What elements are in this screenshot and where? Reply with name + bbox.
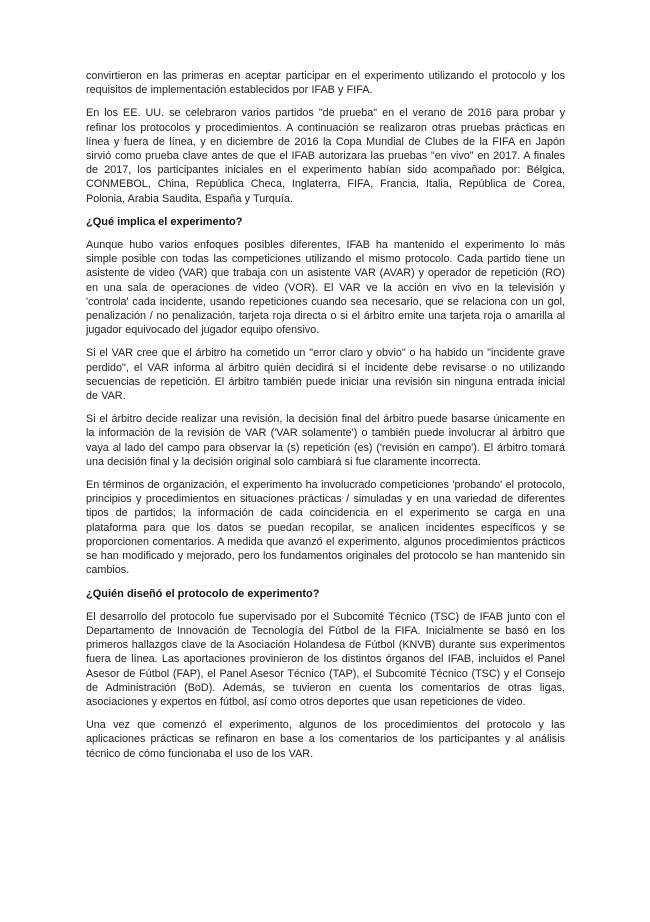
paragraph-continuation: convirtieron en las primeras en aceptar participar en el experimento utilizando el protocolo y los requisitos de implementación establecidos por IFAB y FIFA.	[86, 70, 565, 97]
section-heading-who-designed-protocol: ¿Quién diseñó el protocolo de experimento?	[86, 587, 320, 600]
paragraph-review-process: Si el árbitro decide realizar una revisión, la decisión final del árbitro puede basarse únicamente en la información de la revisión de VAR ('VAR solamente') o también puede involucrar al árbitro que vaya al lado del campo para observar la (s) repetición (es) ('revisión en campo'). El árbitro tomará una decisión final y la decisión original solo cambiará si fue claramente incorrecta.	[86, 413, 565, 468]
paragraph-test-matches-2016: En los EE. UU. se celebraron varios partidos "de prueba" en el verano de 2016 para probar y refinar los protocolos y procedimientos. A continuación se realizaron otras pruebas prácticas en línea y fuera de línea, y en diciembre de 2016 la Copa Mundial de Clubes de la FIFA en Japón sirvió como prueba clave antes de que el IFAB autorizara las pruebas "en vivo" en 2017. A finales de 2017, los participantes iniciales en el experimento habían sido acompañado por: Bélgica, CONMEBOL, China, República Checa, Inglaterra, FIFA, Francia, Italia, República de Corea, Polonia, Arabia Saudita, España y Turquía.	[86, 107, 565, 205]
paragraph-protocol-var-roles: Aunque hubo varios enfoques posibles diferentes, IFAB ha mantenido el experimento lo más simple posible con todas las competiciones utilizando el mismo protocolo. Cada partido tiene un asistente de video (VAR) que trabaja con un asistente VAR (AVAR) y operador de repetición (RO) en una sala de operaciones de video (VOR). El VAR ve la acción en vivo en la televisión y 'controla' cada incidente, usando repeticiones cuando sea necesario, que se relaciona con un gol, penalización / no penalización, tarjeta roja directa o si el árbitro emite una tarjeta roja o amarilla al jugador equivocado del jugador equipo ofensivo.	[86, 239, 565, 337]
paragraph-refinement-after-start: Una vez que comenzó el experimento, algunos de los procedimientos del protocolo y las aplicaciones prácticas se refinaron en base a los comentarios de los participantes y al análisis técnico de cómo funcionaba el uso de los VAR.	[86, 719, 565, 760]
paragraph-protocol-development: El desarrollo del protocolo fue supervisado por el Subcomité Técnico (TSC) de IFAB junto con el Departamento de Innovación de Tecnología del Fútbol de la FIFA. Inicialmente se basó en los primeros hallazgos clave de la Asociación Holandesa de Fútbol (KNVB) durante sus experimentos fuera de línea. Las aportaciones provinieron de los distintos órganos del IFAB, incluidos el Panel Asesor de Fútbol (FAP), el Panel Asesor Técnico (TAP), el Subcomité Técnico (TSC) y el Consejo de Administración (BoD). Además, se tuvieron en cuenta los comentarios de otras ligas, asociaciones y expertos en fútbol, así como otros deportes que usan repeticiones de video.	[86, 610, 565, 708]
paragraph-organization-terms: En términos de organización, el experimento ha involucrado competiciones 'probando' el protocolo, principios y procedimientos en situaciones prácticas / simuladas y en una variedad de diferentes tipos de partidos; la información de cada coincidencia en el experimento se carga en una plataforma para que los datos se puedan recopilar, se analicen incidentes específicos y se proporcionen comentarios. A medida que avanzó el experimento, algunos procedimientos prácticos se han modificado y mejorado, pero los fundamentos originales del protocolo se han mantenido sin cambios.	[86, 479, 565, 577]
section-heading-what-experiment-involves: ¿Qué implica el experimento?	[86, 215, 243, 228]
paragraph-clear-obvious-error: Si el VAR cree que el árbitro ha cometido un "error claro y obvio" o ha habido un "incidente grave perdido", el VAR informa al árbitro quién decidirá si el incidente debe revisarse o no utilizando secuencias de repetición. El árbitro también puede iniciar una revisión sin ninguna entrada inicial de VAR.	[86, 347, 565, 403]
